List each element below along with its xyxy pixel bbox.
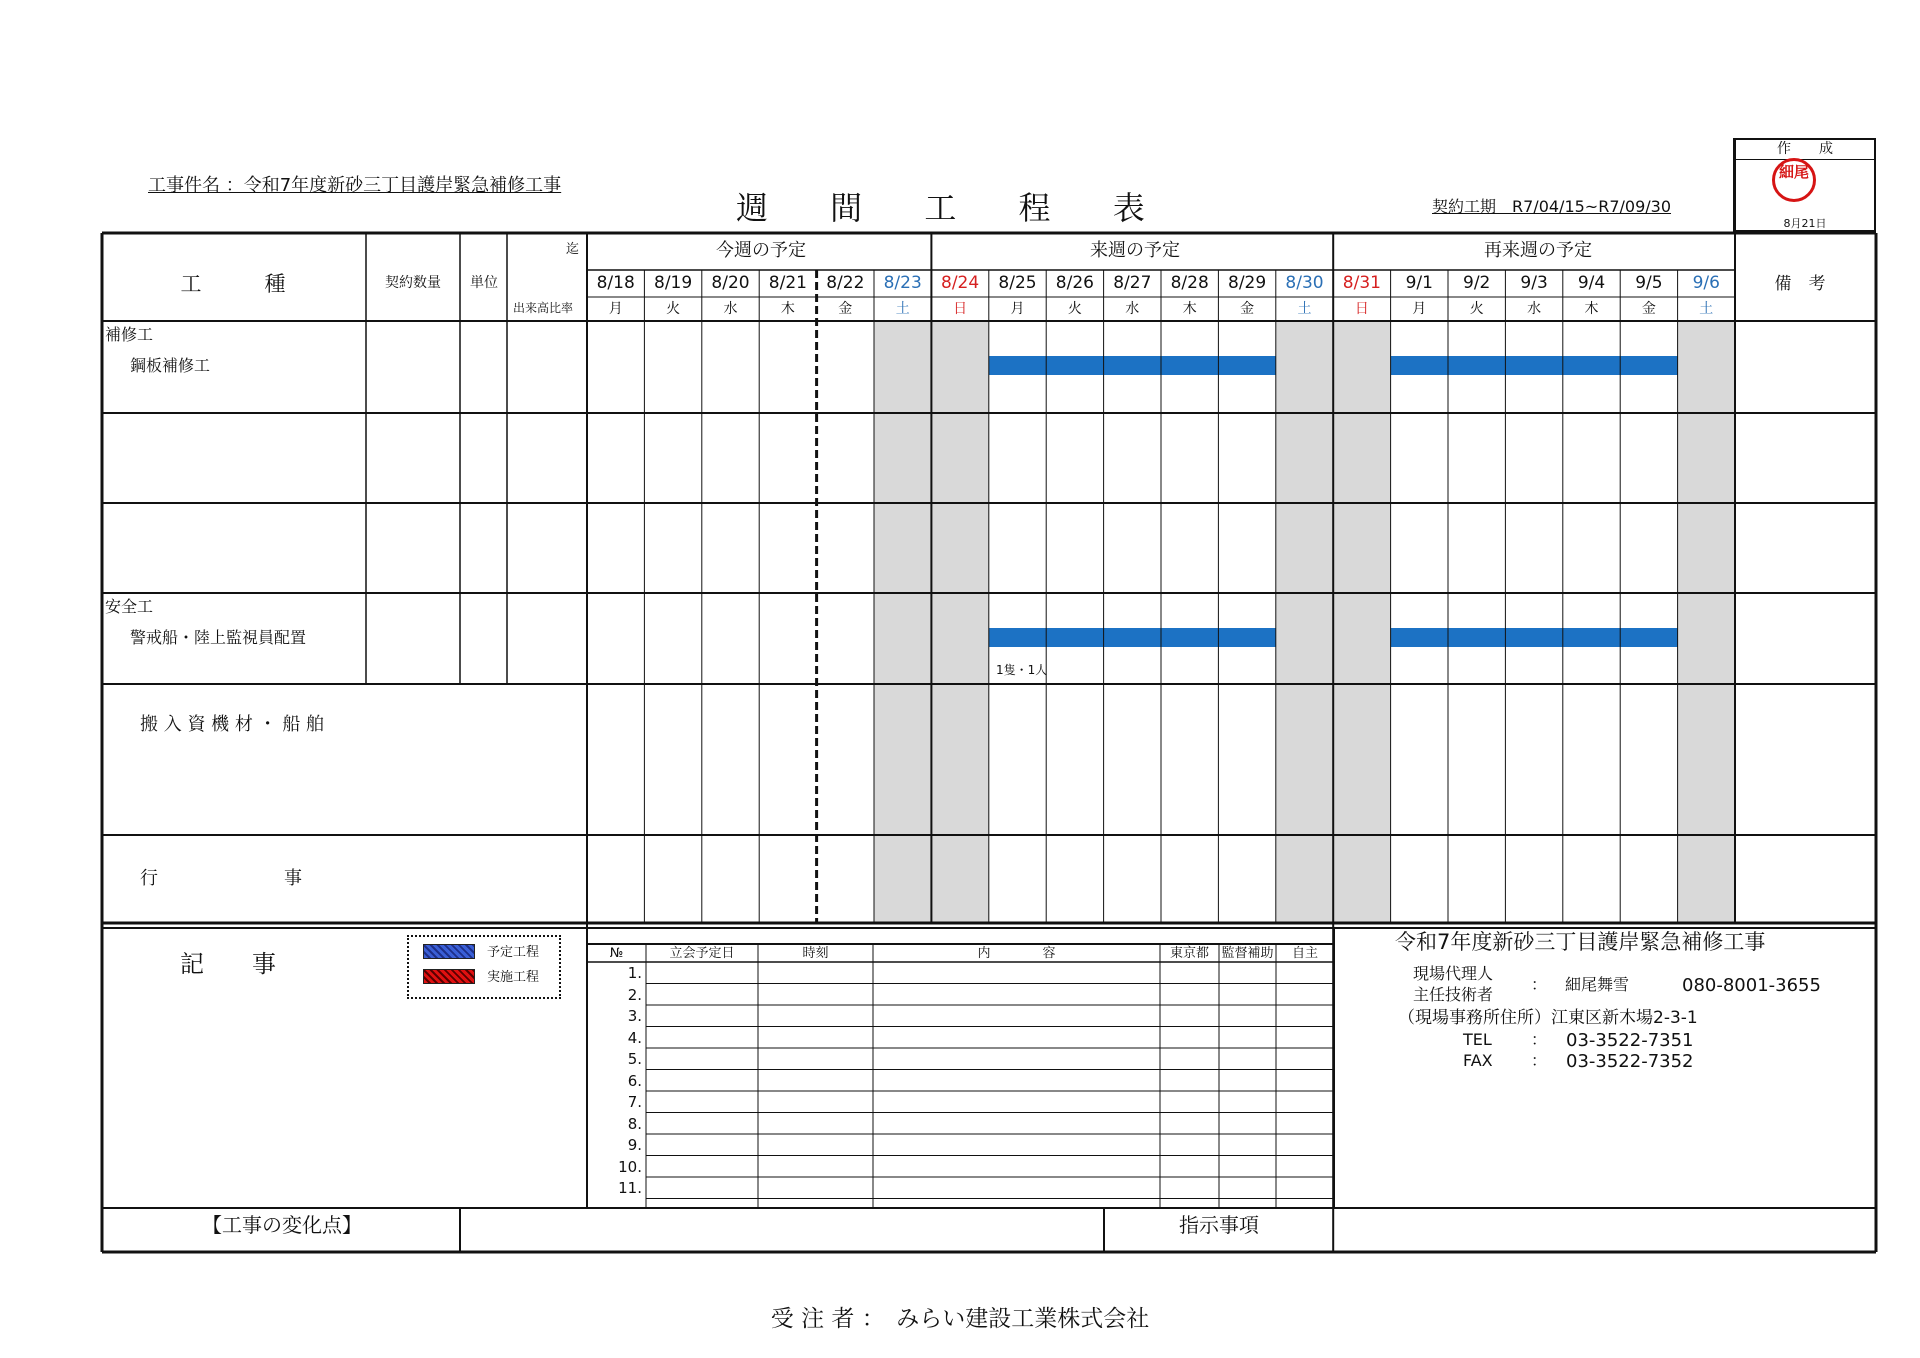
date-cell: 8/24	[941, 273, 980, 293]
events-label: 行 事	[140, 868, 302, 889]
insp-header-cell: 東京都	[1169, 946, 1210, 961]
date-cell: 8/31	[1342, 273, 1381, 293]
date-cell: 8/30	[1285, 273, 1324, 293]
contract-qty-header: 契約数量	[385, 275, 441, 291]
weekday-cell: 火	[1469, 301, 1484, 317]
weekday-cell: 金	[1641, 301, 1656, 317]
row-item-steel-plate: 鋼板補修工	[130, 356, 211, 375]
date-cell: 8/20	[711, 273, 750, 293]
insp-header-cell: 内 容	[977, 946, 1056, 961]
contact-project-name: 令和7年度新砂三丁目護岸緊急補修工事	[1395, 930, 1766, 954]
date-cell: 9/3	[1520, 273, 1548, 293]
weekday-cell: 金	[838, 301, 853, 317]
weekday-cell: 水	[1527, 301, 1542, 317]
grid-lines	[102, 138, 1876, 1252]
date-cell: 9/6	[1692, 273, 1720, 293]
schedule-bar	[1391, 628, 1678, 647]
date-cell: 8/29	[1228, 273, 1267, 293]
work-type-header: 工 種	[180, 272, 286, 296]
stamp-label: 作 成	[1736, 140, 1874, 160]
weekday-cell: 土	[1297, 301, 1312, 317]
weekday-cell: 日	[953, 301, 968, 317]
rep-phone: 080-8001-3655	[1682, 975, 1821, 996]
insp-header-cell: 監督補助	[1221, 946, 1274, 961]
tel-label: TEL	[1463, 1030, 1492, 1049]
instructions-label: 指示事項	[1179, 1213, 1259, 1237]
date-cell: 8/28	[1170, 273, 1209, 293]
stamp-date: 8月21日	[1783, 217, 1827, 230]
bar-note: 1隻・1人	[996, 663, 1048, 677]
office-address: （現場事務所住所）江東区新木場2-3-1	[1398, 1008, 1698, 1028]
insp-row-number: 5.	[627, 1050, 642, 1068]
approval-stamp: 細尾	[1772, 158, 1816, 202]
weekday-cell: 火	[1067, 301, 1082, 317]
fax-colon: ：	[1531, 1051, 1548, 1070]
progress-rate-header: 出来高比率	[513, 301, 574, 315]
weekend-shading	[874, 321, 1735, 922]
rep-label-1: 現場代理人	[1413, 964, 1494, 983]
insp-row-number: 9.	[627, 1136, 642, 1154]
weekend-column-shade	[1276, 321, 1333, 922]
insp-row-number: 2.	[627, 985, 642, 1004]
date-cell: 9/5	[1635, 273, 1663, 293]
contractor-name: 受 注 者 ： みらい建設工業株式会社	[770, 1306, 1150, 1332]
weekend-column-shade	[931, 321, 988, 922]
date-cell: 8/18	[596, 273, 635, 293]
fax-label: FAX	[1463, 1051, 1493, 1070]
weekday-cell: 土	[1699, 301, 1714, 317]
weekday-cell: 木	[1182, 301, 1197, 317]
date-cell: 8/27	[1113, 273, 1152, 293]
insp-row-number: 6.	[627, 1071, 642, 1090]
tel-colon: ：	[1531, 1030, 1548, 1049]
weekday-cell: 木	[780, 301, 795, 317]
legend-plan-label: 予定工程	[487, 945, 540, 960]
insp-row-number: 8.	[627, 1114, 642, 1133]
insp-header-cell: №	[609, 946, 624, 961]
notes-label: 記 事	[180, 950, 276, 978]
weekday-cell: 火	[666, 301, 681, 317]
schedule-bar	[1391, 356, 1678, 375]
change-points-label: 【工事の変化点】	[202, 1213, 362, 1237]
date-cell: 9/1	[1405, 273, 1433, 293]
weekday-cell: 水	[1125, 301, 1140, 317]
schedule-bar	[989, 628, 1276, 647]
materials-label: 搬 入 資 機 材 ・ 船 舶	[140, 714, 325, 735]
week-header-after-next: 再来週の予定	[1484, 240, 1592, 261]
row-category-repair: 補修工	[105, 325, 154, 344]
weekday-cell: 日	[1354, 301, 1369, 317]
weekday-cell: 月	[1010, 301, 1025, 317]
insp-row-number: 4.	[627, 1028, 642, 1047]
week-header-next: 来週の予定	[1090, 240, 1180, 261]
legend	[407, 935, 561, 999]
insp-row-number: 7.	[627, 1093, 642, 1111]
schedule-bar	[989, 356, 1276, 375]
date-cell: 8/21	[768, 273, 807, 293]
weekday-cell: 金	[1240, 301, 1255, 317]
rep-colon: ：	[1531, 975, 1548, 994]
project-name-label: 工事件名 ：令和7年度新砂三丁目護岸緊急補修工事	[148, 175, 562, 196]
weekday-cell: 水	[723, 301, 738, 317]
weekday-cell: 月	[1412, 301, 1427, 317]
cumulative-header: 迄	[566, 242, 580, 257]
insp-row-number: 11.	[618, 1179, 642, 1197]
insp-row-number: 1.	[627, 964, 642, 982]
insp-row-number: 3.	[627, 1007, 642, 1025]
legend-actual-label: 実施工程	[487, 970, 540, 985]
week-header-this: 今週の予定	[716, 240, 806, 261]
date-cell: 9/4	[1577, 273, 1606, 293]
fax-number: 03-3522-7352	[1566, 1051, 1694, 1072]
row-item-guard-ship: 警戒船・陸上監視員配置	[130, 628, 307, 647]
weekend-column-shade	[874, 321, 931, 922]
date-cell: 9/2	[1463, 273, 1491, 293]
tel-number: 03-3522-7351	[1566, 1030, 1694, 1051]
page-title: 週 間 工 程 表	[736, 189, 1171, 227]
contract-period: 契約工期 R7/04/15~R7/09/30	[1432, 197, 1672, 216]
remarks-header: 備 考	[1774, 274, 1826, 294]
insp-header-cell: 立会予定日	[669, 946, 735, 961]
weekend-column-shade	[1678, 321, 1735, 922]
date-cell: 8/26	[1055, 273, 1094, 293]
date-cell: 8/19	[654, 273, 693, 293]
unit-header: 単位	[470, 275, 498, 291]
date-cell: 8/22	[826, 273, 865, 293]
weekday-cell: 木	[1584, 301, 1599, 317]
insp-header-cell: 自主	[1291, 946, 1319, 961]
rep-label-2: 主任技術者	[1413, 985, 1494, 1004]
date-cell: 8/23	[883, 273, 922, 293]
actual-swatch	[423, 969, 475, 984]
insp-header-cell: 時刻	[802, 946, 829, 961]
plan-swatch	[423, 944, 475, 959]
weekday-cell: 月	[608, 301, 623, 317]
row-category-safety: 安全工	[105, 597, 154, 616]
rep-name: 細尾舞雪	[1565, 975, 1630, 994]
weekend-column-shade	[1333, 321, 1390, 922]
date-cell: 8/25	[998, 273, 1037, 293]
weekday-cell: 土	[895, 301, 910, 317]
insp-row-number: 10.	[618, 1157, 642, 1176]
